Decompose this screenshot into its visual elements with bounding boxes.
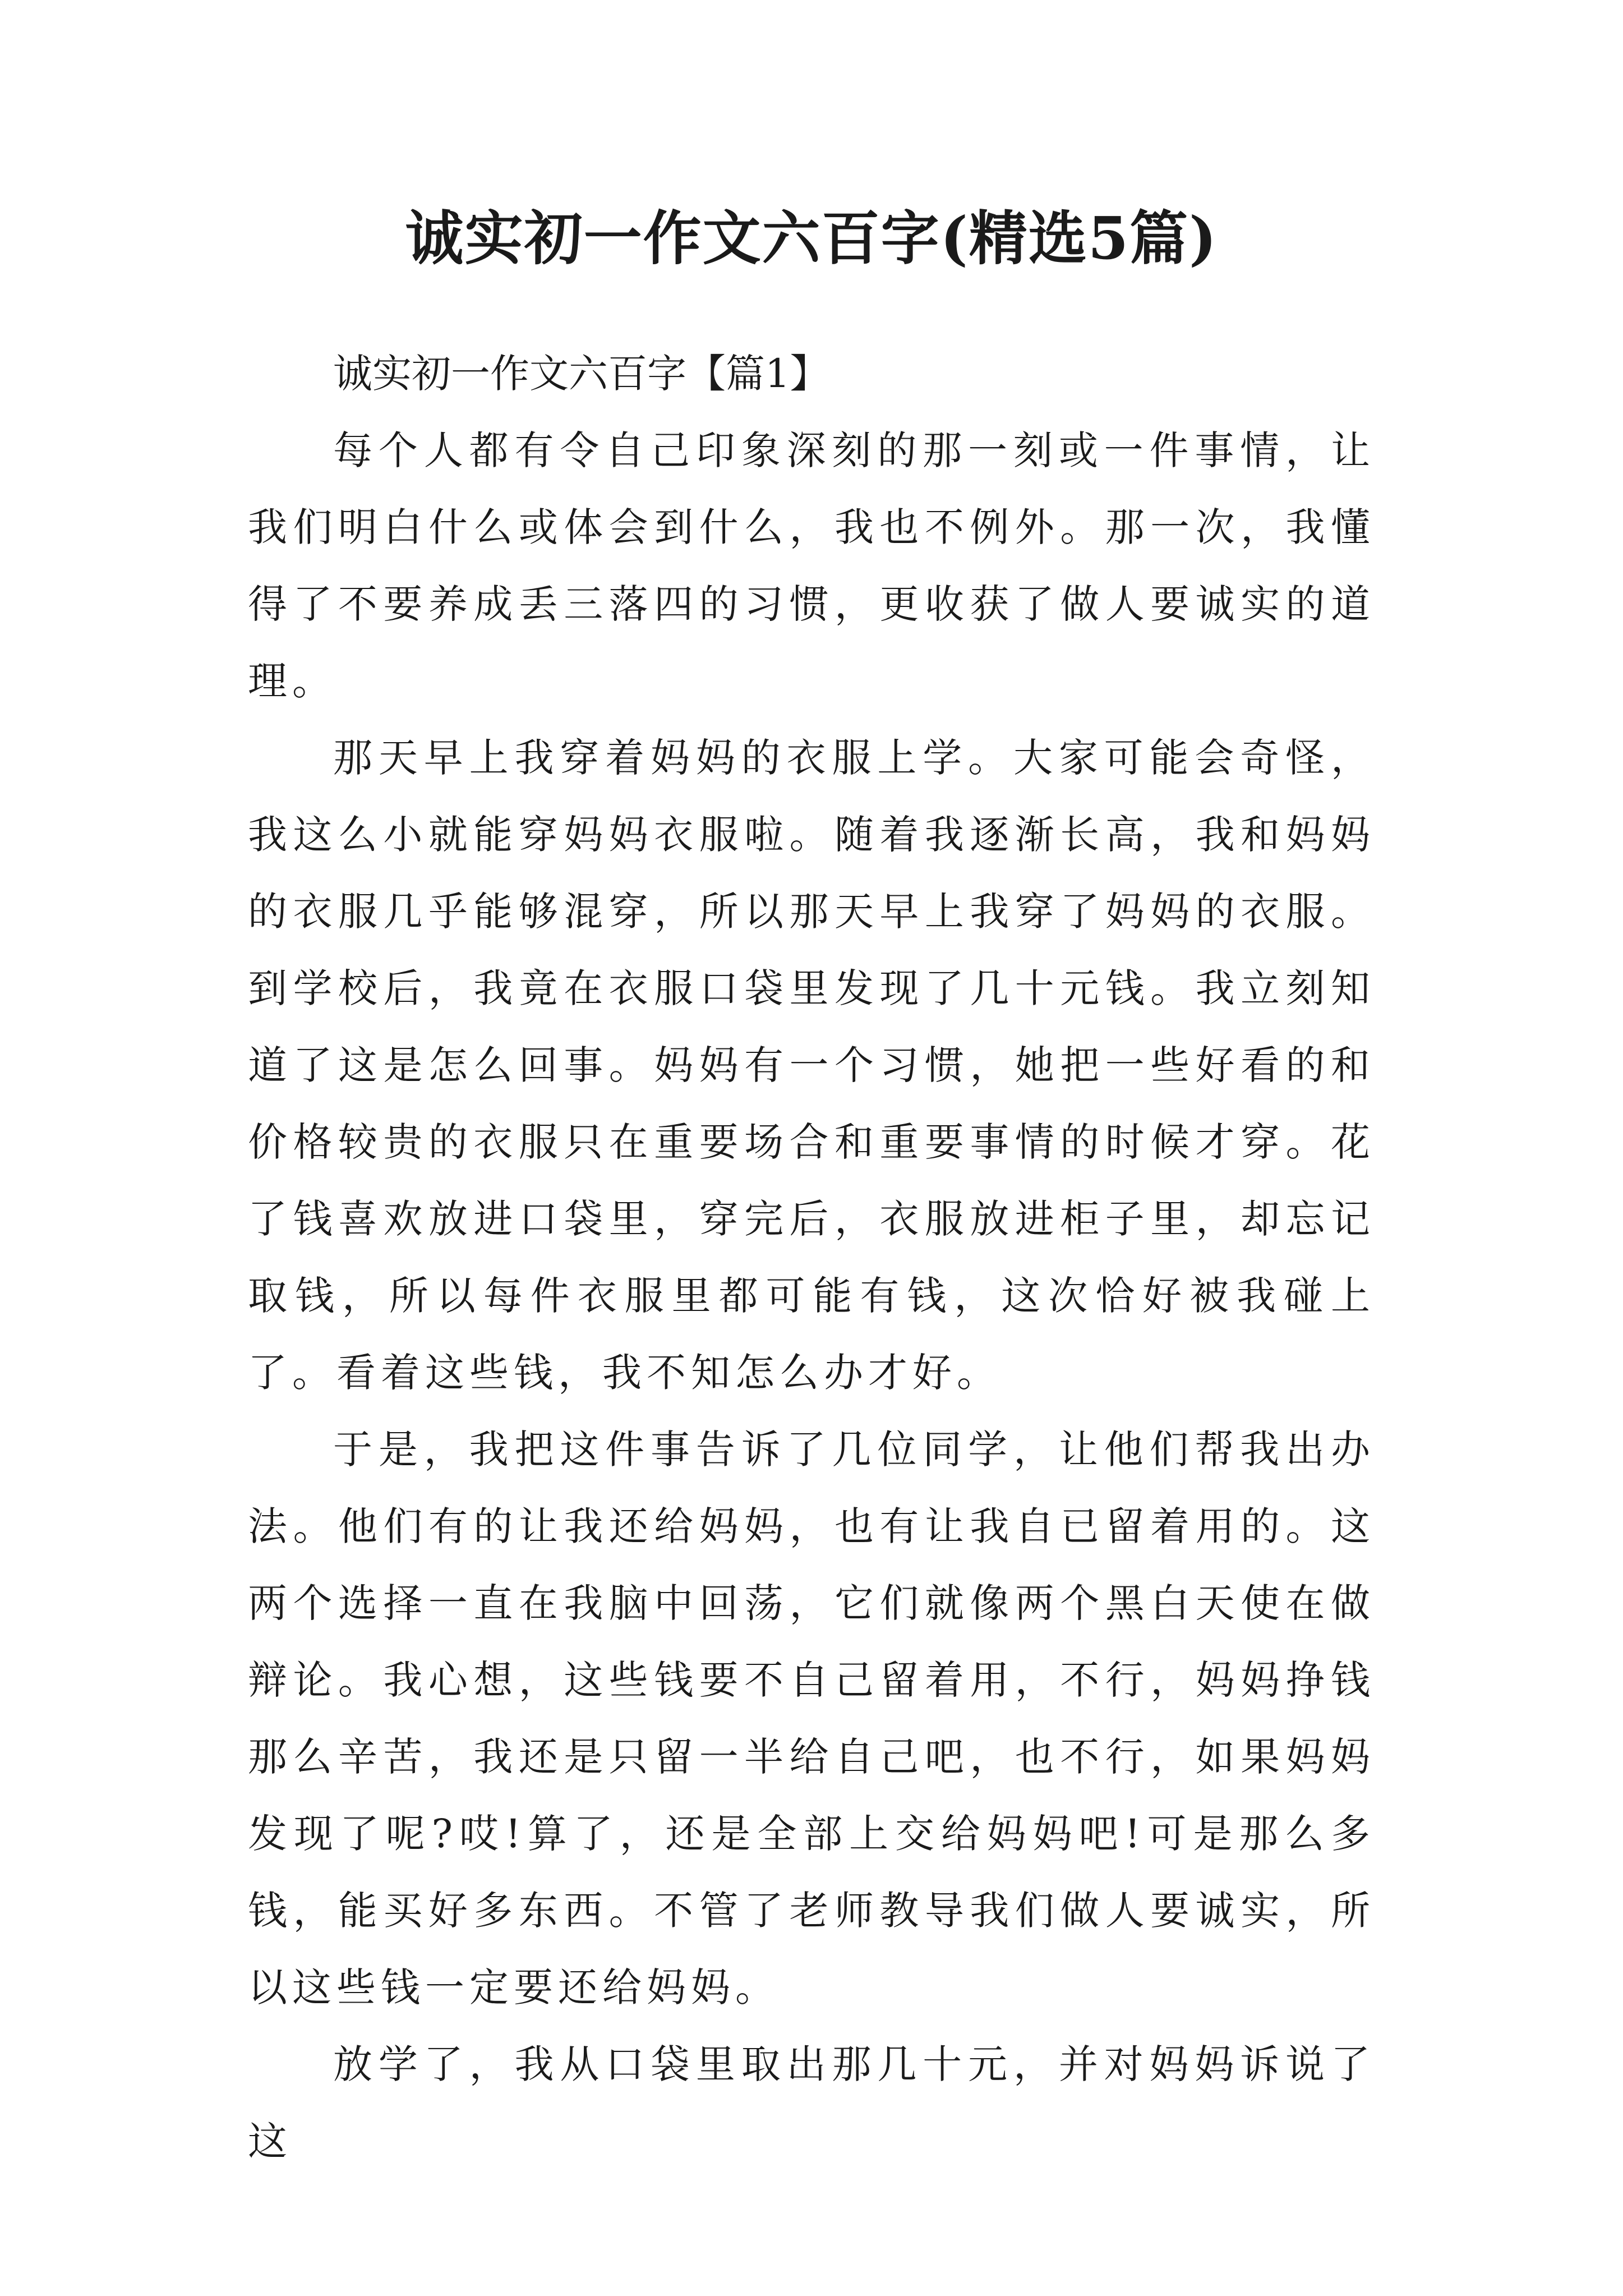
section-heading: 诚实初一作文六百字【篇1】 (333, 351, 829, 397)
document-body (248, 335, 1375, 2180)
paragraph-1: 每个人都有令自己印象深刻的那一刻或一件事情，让我们明白什么或体会到什么，我也不例外。那一次，我懂得了不要养成丢三落四的习惯，更收获了做人要诚实的道理。 (248, 427, 1375, 704)
document-title: 诚实初一作文六百字(精选5篇) (405, 204, 1218, 273)
paragraph-4: 放学了，我从口袋里取出那几十元，并对妈妈诉说了这 (248, 2041, 1375, 2164)
paragraph-3: 于是，我把这件事告诉了几位同学，让他们帮我出办法。他们有的让我还给妈妈，也有让我自已留着用的。这两个选择一直在我脑中回荡，它们就像两个黑白天使在做辩论。我心想，这些钱要不自己留着用，不行，妈妈挣钱那么辛苦，我还是只留一半给自己吧，也不行，如果妈妈发现了呢?哎!算了，还是全部上交给妈妈吧!可是那么多钱，能买好多东西。不管了老师教导我们做人要诚实，所以这些钱一定要还给妈妈。 (248, 1427, 1375, 2010)
paragraph-2: 那天早上我穿着妈妈的衣服上学。大家可能会奇怪，我这么小就能穿妈妈衣服啦。随着我逐渐长高，我和妈妈的衣服几乎能够混穿，所以那天早上我穿了妈妈的衣服。到学校后，我竟在衣服口袋里发现了几十元钱。我立刻知道了这是怎么回事。妈妈有一个习惯，她把一些好看的和价格较贵的衣服只在重要场合和重要事情的时候才穿。花了钱喜欢放进口袋里，穿完后，衣服放进柜子里，却忘记取钱，所以每件衣服里都可能有钱，这次恰好被我碰上了。看着这些钱，我不知怎么办才好。 (248, 735, 1375, 1396)
